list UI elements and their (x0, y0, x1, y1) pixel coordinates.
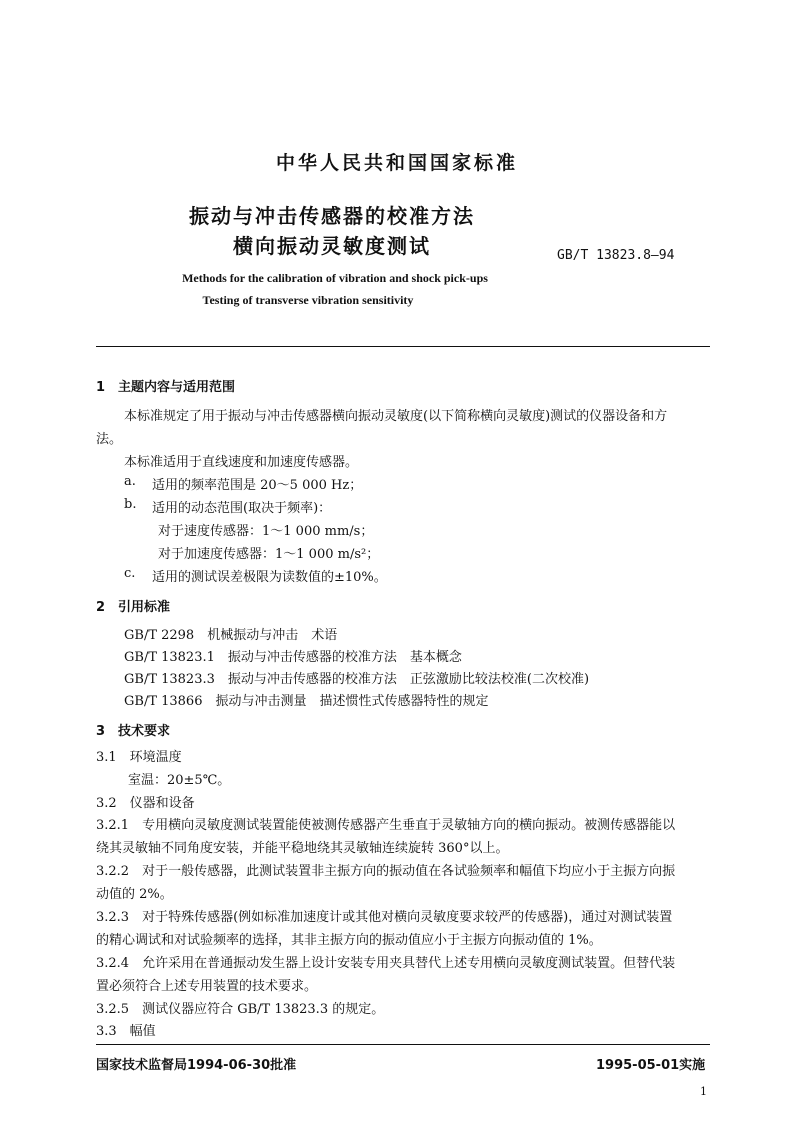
section-3-2-3-line2: 的精心调试和对试验频率的选择，其非主振方向的振动值应小于主振方向振动值的 1%。 (96, 933, 602, 948)
standard-organization: 中华人民共和国国家标准 (275, 152, 518, 174)
standard-code: GB/T 13823.8—94 (557, 248, 675, 263)
document-title-line2: 横向振动灵敏度测试 (233, 234, 431, 258)
section-3-2-1-line1: 3.2.1 专用横向灵敏度测试装置能使被测传感器产生垂直于灵敏轴方向的横向振动。被测传感器能以 (96, 818, 676, 833)
section-3-2-4-line1: 3.2.4 允许采用在普通振动发生器上设计安装专用夹具替代上述专用横向灵敏度测试装置。但替代装 (96, 956, 676, 971)
section-3-heading: 3 技术要求 (96, 724, 171, 739)
reference-item: GB/T 2298 机械振动与冲击 术语 (124, 628, 338, 643)
item-b-sub-velocity: 对于速度传感器：1～1 000 mm/s； (158, 524, 374, 539)
reference-item: GB/T 13823.1 振动与冲击传感器的校准方法 基本概念 (124, 650, 462, 665)
section-1-paragraph-1-line1: 本标准规定了用于振动与冲击传感器横向振动灵敏度(以下简称横向灵敏度)测试的仪器设备和方 (124, 409, 668, 424)
english-title-line2: Testing of transverse vibration sensitivity (202, 293, 414, 307)
page-number: 1 (700, 1085, 707, 1098)
section-2-heading: 2 引用标准 (96, 600, 171, 615)
document-title-line1: 振动与冲击传感器的校准方法 (189, 204, 475, 228)
implementation-date: 1995-05-01实施 (596, 1058, 706, 1073)
section-3-2-heading: 3.2 仪器和设备 (96, 796, 195, 811)
english-title-line1: Methods for the calibration of vibration and shock pick-ups (182, 271, 488, 285)
item-b-text: 适用的动态范围(取决于频率)： (152, 501, 332, 516)
section-3-2-2-line1: 3.2.2 对于一般传感器，此测试装置非主振方向的振动值在各试验频率和幅值下均应小于主振方向振 (96, 864, 676, 879)
section-3-3-heading: 3.3 幅值 (96, 1024, 156, 1039)
section-1-paragraph-1-line2: 法。 (96, 432, 123, 447)
reference-item: GB/T 13823.3 振动与冲击传感器的校准方法 正弦激励比较法校准(二次校准) (124, 672, 590, 687)
section-1-heading: 1 主题内容与适用范围 (96, 380, 236, 395)
section-3-2-3-line1: 3.2.3 对于特殊传感器(例如标准加速度计或其他对横向灵敏度要求较严的传感器)，通过对测试装置 (96, 910, 673, 925)
header-divider (96, 346, 710, 347)
approval-note: 国家技术监督局1994-06-30批准 (96, 1058, 297, 1073)
section-3-2-2-line2: 动值的 2%。 (96, 887, 173, 902)
item-b-label: b. (124, 497, 137, 512)
item-c-text: 适用的测试误差极限为读数值的±10%。 (152, 570, 387, 585)
section-3-2-4-line2: 置必须符合上述专用装置的技术要求。 (96, 979, 318, 994)
reference-item: GB/T 13866 振动与冲击测量 描述惯性式传感器特性的规定 (124, 694, 489, 709)
section-3-2-5: 3.2.5 测试仪器应符合 GB/T 13823.3 的规定。 (96, 1002, 385, 1017)
section-3-2-1-line2: 绕其灵敏轴不同角度安装，并能平稳地绕其灵敏轴连续旋转 360°以上。 (96, 841, 509, 856)
section-3-1-text: 室温：20±5℃。 (128, 773, 231, 788)
item-a-label: a. (124, 474, 136, 489)
section-1-paragraph-2: 本标准适用于直线速度和加速度传感器。 (124, 455, 359, 470)
footer-divider (96, 1044, 710, 1045)
section-3-1-heading: 3.1 环境温度 (96, 750, 182, 765)
item-c-label: c. (124, 566, 136, 581)
item-a-text: 适用的频率范围是 20～5 000 Hz； (152, 478, 363, 493)
item-b-sub-acceleration: 对于加速度传感器：1～1 000 m/s²； (158, 547, 380, 562)
